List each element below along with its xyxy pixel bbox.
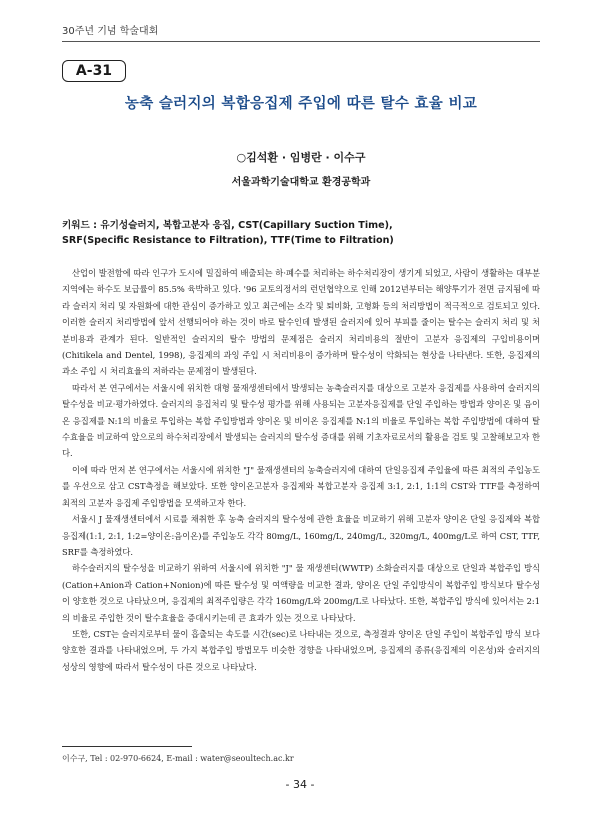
body-paragraph: 이에 따라 먼저 본 연구에서는 서울시에 위치한 "J" 물재생센터의 농축슬러지에 대하여 단일응집제 주입율에 따른 최적의 주입농도를 우선으로 삼고 CST측정을 해보았다. 또한 양이온고분자 응집제와 복합고분자 응집제 3:1, 2:1, 1:1의 CST와 TTF를 측정하여 최적의 고분자 응집제 주입방법을 모색하고자 한다. xyxy=(62,464,540,508)
author-list: ○김석환 · 임병란 · 이수구 xyxy=(236,151,366,164)
body-paragraph: 서울시 J 물재생센터에서 시료를 채취한 후 농축 슬러지의 탈수성에 관한 효율을 비교하기 위해 고분자 양이온 단일 응집제와 복합응집제(1:1, 2:1, 1:2=양이온:음이온)를 주입농도 각각 80mg/L, 160mg/L, 240mg/L, 320mg/L, 400mg/L로 하여 CST, TTF, SRF를 측정하였다. xyxy=(62,514,540,557)
paper-title: 농축 슬러지의 복합응집제 주입에 따른 탈수 효율 비교 xyxy=(124,96,478,112)
body-paragraph: 하수슬러지의 탈수성을 비교하기 위하여 서울시에 위치한 "J" 물 재생센터(WWTP) 소화슬러지를 대상으로 단일과 복합주입 방식(Cation+Anion과 Cation+Nonion)에 따른 탈수성 및 여액량을 비교한 결과, 양이온 단일 주입방식이 복합주입 방식보다 탈수성이 양호한 것으로 나타났으며, 응집제의 최적주입량은 각각 160mg/L와 200mg/L로 나타났다. 또한, 복합주입 방식에 있어서는 2:1의 비율로 주입한 것이 탈수효율을 증대시키는데 큰 효과가 있는 것으로 나타났다. xyxy=(62,563,540,623)
keywords-line-1: 키워드 : 유기성슬러지, 복합고분자 응집, CST(Capillary Suction Time), xyxy=(62,220,393,231)
body-paragraph: 산업이 발전함에 따라 인구가 도시에 밀집하여 배출되는 하·폐수를 처리하는 하수처리장이 생기게 되었고, 사람이 생활하는 대부분 지역에는 하수도 보급률이 85.5% 육박하고 있다. '96 교토의정서의 런던협약으로 인해 2012년부터는 해양투기가 전면 금지됨에 따라 슬러지 처리 및 자원화에 대한 관심이 증가하고 있고 최근에는 소각 및 퇴비화, 고형화 등의 처리방법이 적극적으로 검토되고 있다. 이러한 슬러지 처리방법에 앞서 선행되어야 하는 것이 바로 탈수인데 발생된 슬러지에 있어 부피를 줄이는 탈수는 슬러지 처리 및 처분비용과 관계가 된다. 일반적인 슬러지의 탈수 방법의 문제점은 슬러지 처리비용의 절반이 고분자 응집제의 구입비용이며(Chitikela and Dentel, 1998), 응집제의 과잉 주입 시 처리비용이 증가하며 탈수성이 악화되는 현상을 나타낸다. 또한, 응집제의 과소 주입 시 처리효율의 저하라는 문제점이 발생된다. xyxy=(62,268,540,377)
abstract-body xyxy=(62,265,540,675)
author-affiliation: 서울과학기술대학교 환경공학과 xyxy=(231,177,371,188)
keywords-line-2: SRF(Specific Resistance to Filtration), TTF(Time to Filtration) xyxy=(62,235,394,246)
footnote-divider xyxy=(62,746,192,747)
header-divider xyxy=(62,41,540,42)
conference-header: 30주년 기념 학술대회 xyxy=(62,26,159,37)
abstract-code-badge: A-31 xyxy=(62,60,126,82)
body-paragraph: 또한, CST는 슬러지로부터 물이 흡출되는 속도를 시간(sec)로 나타내는 것으로, 측정결과 양이온 단일 주입이 복합주입 방식 보다 양호한 결과를 나타내었으며, 두 가지 복합주입 방법모두 비슷한 경향을 나타내었으며, 응집제의 종류(응집제의 이온성)와 슬러지의 성상의 영향에 따라서 탈수성이 다른 것으로 나타났다. xyxy=(62,628,540,672)
corresponding-author-footnote: 이수구, Tel : 02-970-6624, E-mail : water@seoultech.ac.kr xyxy=(62,754,294,763)
body-paragraph: 따라서 본 연구에서는 서울시에 위치한 대형 물재생센터에서 발생되는 농축슬러지를 대상으로 고분자 응집제를 사용하여 슬러지의 탈수성을 비교·평가하였다. 슬러지의 응집처리 및 탈수성 평가를 위해 사용되는 고분자응집제를 단일 주입하는 방법과 양이온 및 음이온 응집제를 N:1의 비율로 투입하는 복합 주입방법과 양이온 및 비이온 응집제를 N:1의 비율로 투입하는 복합 주입방법에 대하여 탈수효율을 비교하여 앞으로의 하수처리장에서 발생되는 슬러지의 탈수성 증대를 위해 기초자료로서의 활용을 검토 및 고찰해보고자 한다. xyxy=(62,382,540,459)
page-number: - 34 - xyxy=(285,778,315,791)
keywords-block xyxy=(62,218,540,248)
